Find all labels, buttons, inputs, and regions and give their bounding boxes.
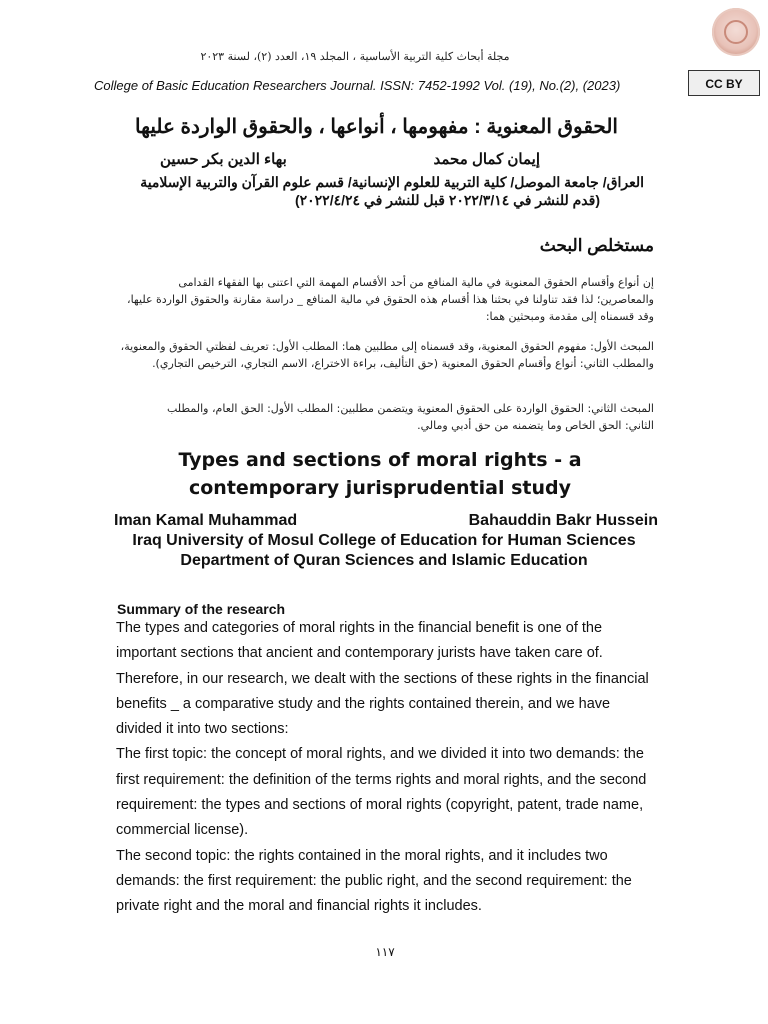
- summary-body: [116, 616, 656, 920]
- arabic-submission-dates: (قدم للنشر في ٢٠٢٢/٣/١٤ قبل للنشر في ٢٠٢٢/٤/٢٤): [294, 192, 600, 208]
- english-author-1: Iman Kamal Muhammad: [114, 512, 298, 529]
- journal-header-arabic: مجلة أبحاث كلية التربية الأساسية ، المجلد ١٩، العدد (٢)، لسنة ٢٠٢٣: [200, 50, 510, 63]
- summary-paragraph-2: The first topic: the concept of moral rights, and we divided it into two demands: the first requirement: the definition of the terms rights and moral rights, and the second requirement: the types and sections of moral rights (copyright, patent, trade name, commercial license).: [116, 746, 647, 839]
- arabic-affiliation: العراق/ جامعة الموصل/ كلية التربية للعلوم الإنسانية/ قسم علوم القرآن والتربية الإسلامية: [140, 174, 644, 190]
- arabic-authors: [160, 150, 540, 168]
- arabic-abstract-paragraph-2: المبحث الأول: مفهوم الحقوق المعنوية، وقد قسمناه إلى مطلبين هما: المطلب الأول: تعريف لفظتي الحقوق والمعنوية، والمطلب الثاني: أنواع وأقسام الحقوق المعنوية (حق التأليف، براءة الاختراع، الاسم التجاري، الترخيص التجاري).: [120, 340, 654, 370]
- summary-paragraph-3: The second topic: the rights contained in the moral rights, and it includes two demands: the first requirement: the public right, and the second requirement: the private right and the moral and financial rights it includes.: [116, 847, 632, 915]
- page-number: ١١٧: [375, 945, 395, 959]
- summary-paragraph-1: The types and categories of moral rights in the financial benefit is one of the important sections that ancient and contemporary jurists have taken care of. Therefore, in our research, we dealt with the sections of these rights in the financial benefits _ a comparative study and the rights contained therein, and we have divided it into two sections:: [116, 620, 649, 738]
- english-affiliation: Iraq University of Mosul College of Education for Human Sciences Department of Quran Sciences and Islamic Education: [132, 532, 636, 569]
- english-title: Types and sections of moral rights - a contemporary jurisprudential study: [178, 449, 582, 499]
- arabic-author-1: إيمان كمال محمد: [433, 151, 540, 168]
- summary-heading: Summary of the research: [117, 601, 286, 617]
- arabic-abstract-paragraph-1: إن أنواع وأقسام الحقوق المعنوية في مالية المنافع من أحد الأقسام المهمة التي اعتنى بها الفقهاء القدامى والمعاصرين؛ لذا فقد تناولنا في بحثنا هذا أقسام هذه الحقوق في مالية المنافع _ دراسة مقارنة والحقوق الواردة عليها، وقد قسمناه إلى مقدمة ومبحثين هما:: [127, 276, 654, 323]
- journal-logo: [712, 8, 760, 56]
- logo-emblem: [724, 20, 748, 44]
- arabic-abstract-paragraph-3: المبحث الثاني: الحقوق الواردة على الحقوق المعنوية ويتضمن مطلبين: المطلب الأول: الحق العام، والمطلب الثاني: الحق الخاص وما يتضمنه من حق أدبي ومالي.: [166, 402, 654, 432]
- english-authors: [114, 512, 658, 530]
- cc-by-license-badge[interactable]: CC BY: [688, 70, 760, 96]
- arabic-title: الحقوق المعنوية : مفهومها ، أنواعها ، والحقوق الواردة عليها: [135, 116, 618, 138]
- english-author-2: Bahauddin Bakr Hussein: [468, 512, 658, 529]
- arabic-author-2: بهاء الدين بكر حسين: [160, 151, 287, 168]
- journal-header-english: College of Basic Education Researchers Journal. ISSN: 7452-1992 Vol. (19), No.(2), (2023): [94, 78, 621, 93]
- arabic-abstract-heading: مستخلص البحث: [539, 236, 654, 255]
